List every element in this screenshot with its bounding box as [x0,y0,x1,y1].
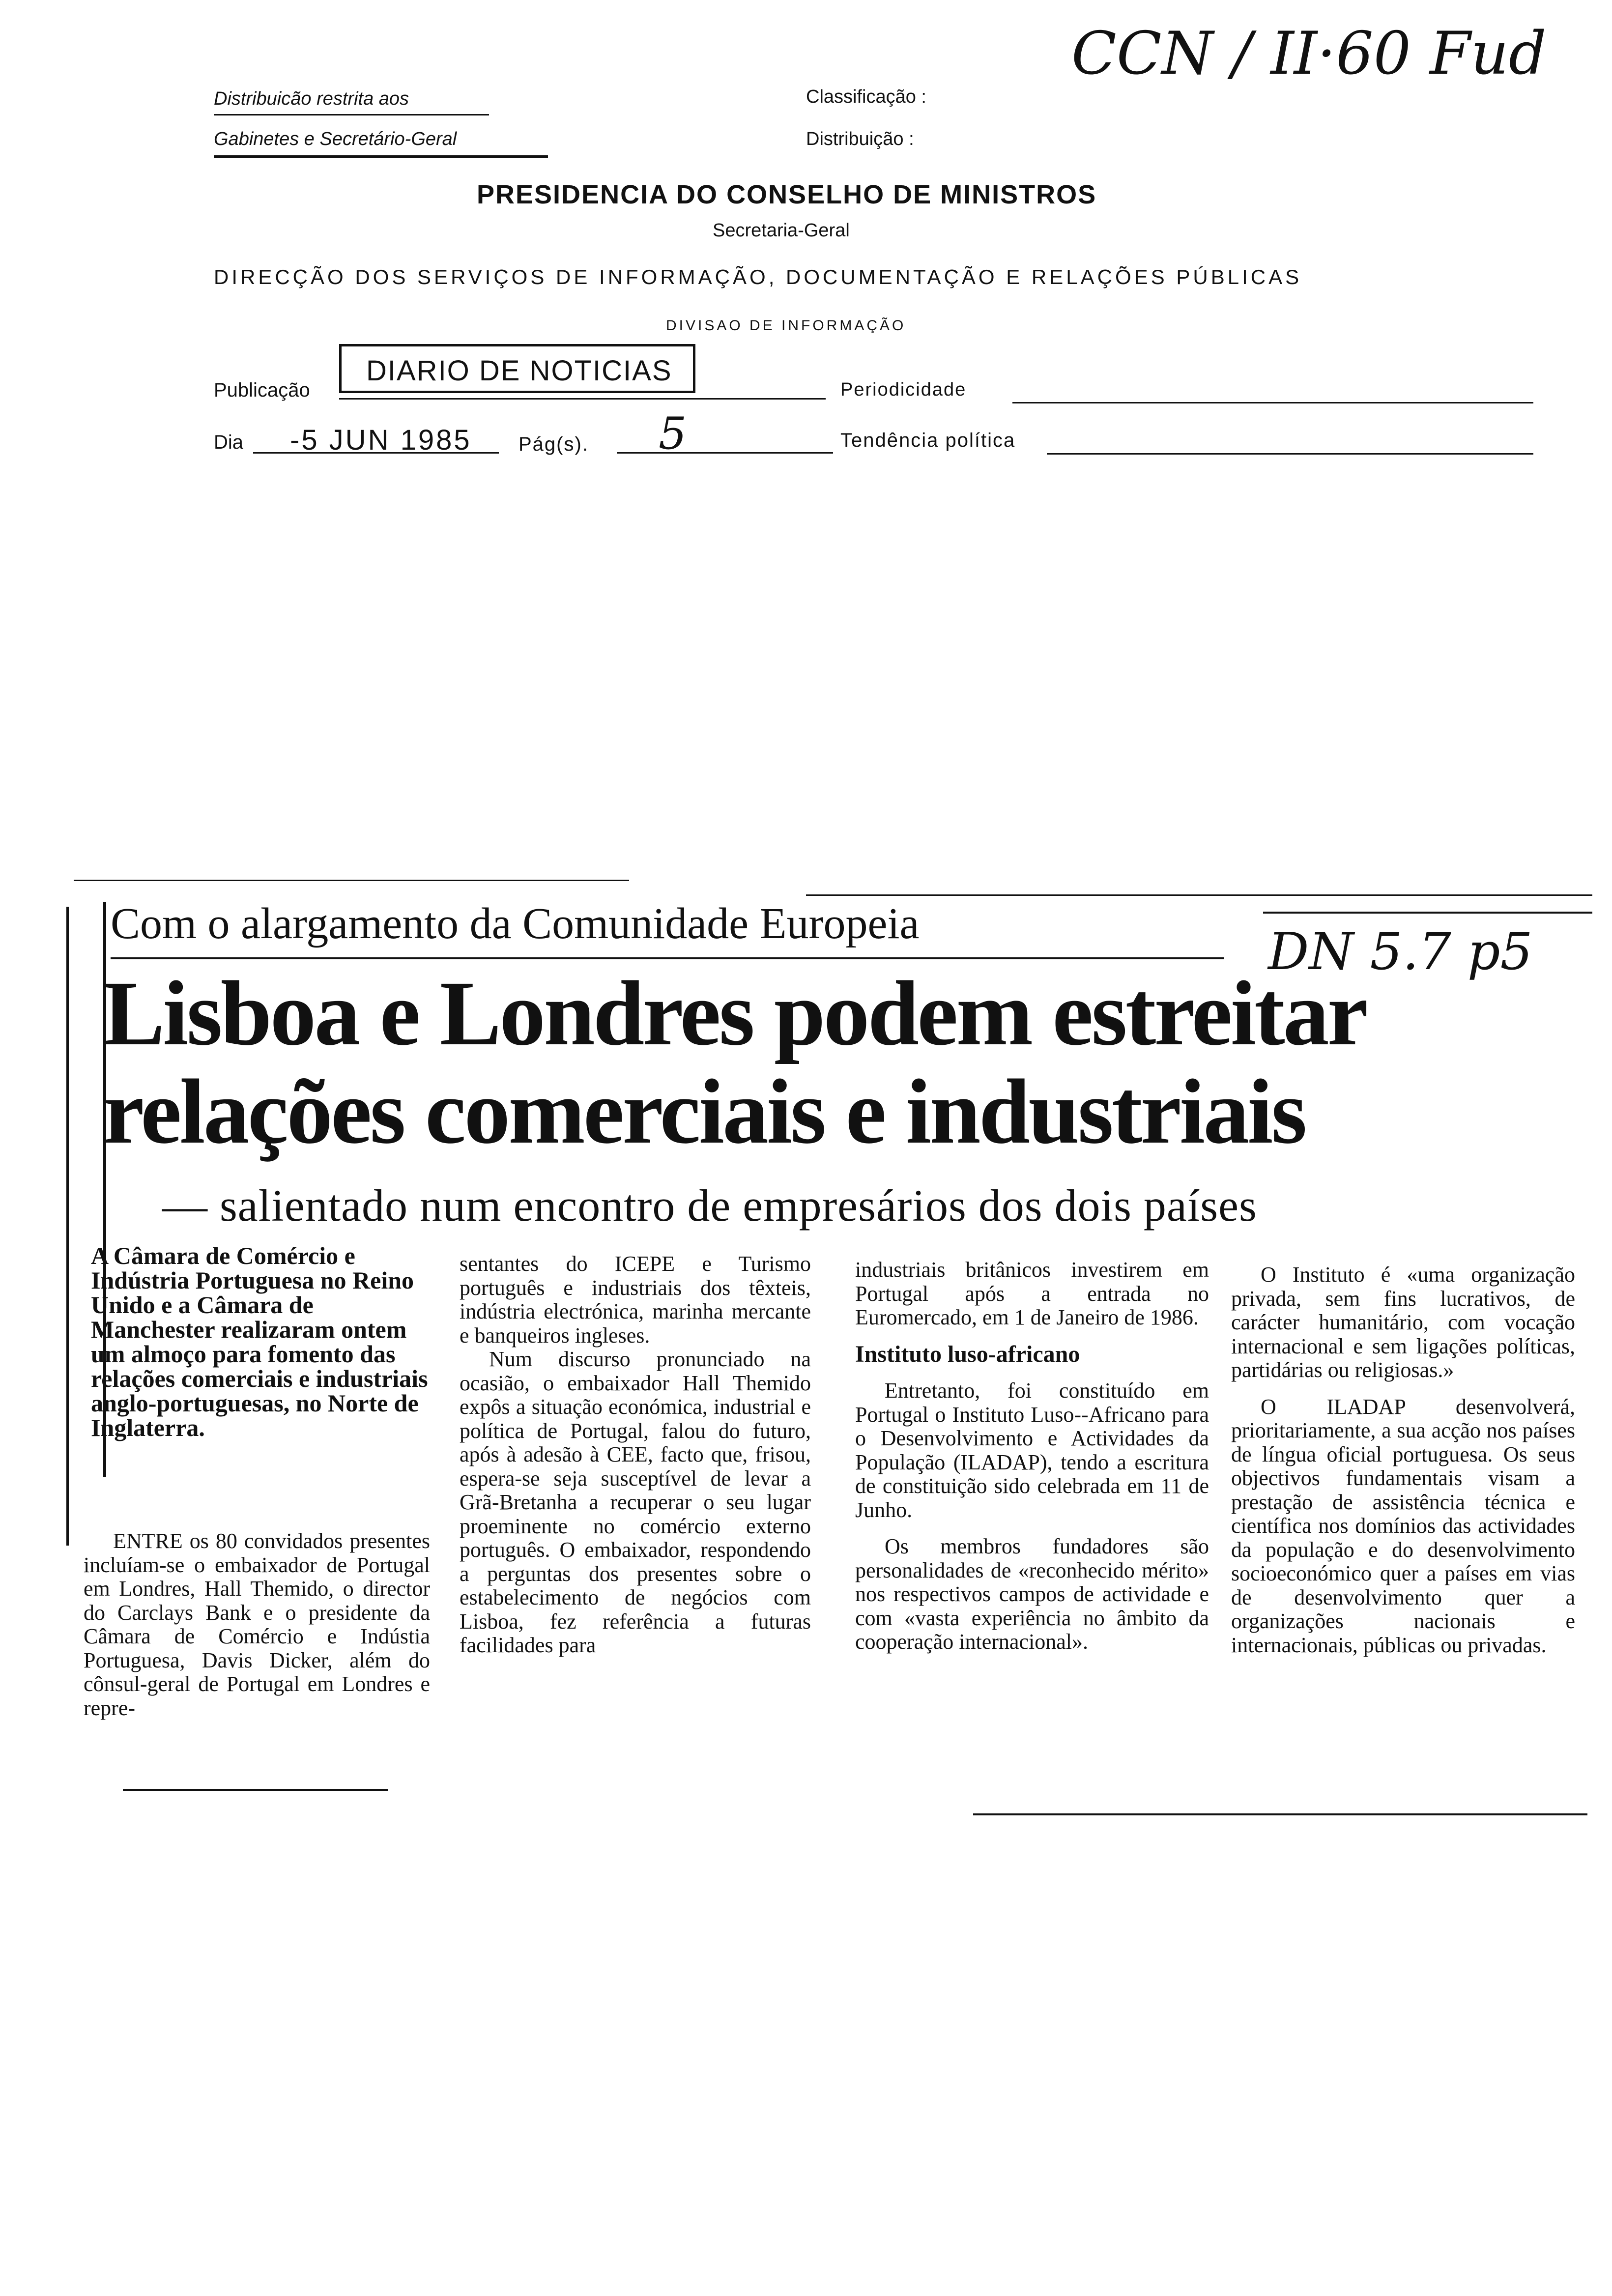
underline [1012,402,1533,403]
underline [339,398,826,400]
paragraph: Os membros fundadores são personalidades de «reconhecido mérito» nos respectivos campos de actividade e com «vasta experiência no âmbito da cooperação internacional». [855,1534,1209,1654]
paragraph: Num discurso pronunciado na ocasião, o embaixador Hall Themido expôs a situação económica, industrial e política de Portugal, falou do futuro, após à adesão à CEE, facto que, frisou, espera-se seja susceptível de levar a Grã-Bretanha a recuperar o seu lugar proeminente no comércio externo português. O embaixador, respondendo a perguntas dos presentes sobre o estabelecimento de negócios com Lisboa, fez referência a futuras facilidades para [460,1347,811,1657]
direccao-label: DIRECÇÃO DOS SERVIÇOS DE INFORMAÇÃO, DOCUMENTAÇÃO E RELAÇÕES PÚBLICAS [214,265,1302,288]
tendencia-label: Tendência política [840,430,1016,451]
dia-stamp: -5 JUN 1985 [290,424,472,456]
publicacao-label: Publicação [214,379,310,401]
article-lead: A Câmara de Comércio e Indústria Portuguesa no Reino Unido e a Câmara de Manchester realizaram ontem um almoço para fomento das relações comerciais e industriais anglo-portuguesas, no Norte de Inglaterra. [91,1242,428,1441]
secretaria-label: Secretaria-Geral [713,220,850,241]
handwritten-annotation-top: CCN / II·60 Fud [1071,20,1547,88]
paragraph: Entretanto, foi constituído em Portugal o Instituto Luso--Africano para o Desenvolvimento e Actividades da População (ILADAP), tendo a escritura de constituição sido celebrada em 11 de Junho. [855,1378,1209,1522]
divider [973,1813,1587,1815]
headline-line1: Lisboa e Londres podem estreitar [103,962,1367,1064]
article-kicker: Com o alargamento da Comunidade Europeia [111,899,920,948]
paragraph: O Instituto é «uma organização privada, sem fins lucrativos, de carácter humanitário, com vocação internacional e sem ligações políticas, partidárias ou religiosas.» [1231,1263,1575,1382]
divider [1263,912,1592,914]
divider [214,155,548,158]
handwritten-annotation-headline: DN 5.7 p5 [1268,921,1533,981]
publicacao-value: DIARIO DE NOTICIAS [366,355,672,387]
column-end-rule [123,1789,388,1791]
restricted-distribution-line1: Distribuicão restrita aos [214,88,409,109]
article-subtitle: — salientado num encontro de empresários dos dois países [162,1180,1257,1231]
article-column-3 [855,1258,1209,1654]
clipping-edge-line [66,907,69,1546]
divisao-label: DIVISAO DE INFORMAÇÃO [666,317,906,334]
paragraph: O ILADAP desenvolverá, prioritariamente, a sua acção nos países de língua oficial portuguesa. Os seus objectivos fundamentais visam a prestação de assistência técnica e científica nos domínios das actividades da população e do desenvolvimento socioeconómico quer a países em vias de desenvolvimento quer a organizações nacionais e internacionais, públicas ou privadas. [1231,1394,1575,1657]
section-subheading: Instituto luso-africano [855,1341,1080,1367]
kicker-underline [111,957,1224,959]
paragraph: industriais britânicos investirem em Portugal após a entrada no Euromercado, em 1 de Janeiro de 1986. [855,1258,1209,1329]
pags-value: 5 [659,408,687,459]
publicacao-box [339,344,695,393]
underline [1047,453,1533,455]
article-column-4 [1231,1263,1575,1657]
article-column-1 [84,1529,430,1720]
paragraph: sentantes do ICEPE e Turismo português e industriais dos têxteis, indústria electrónica, marinha mercante e banqueiros ingleses. [460,1252,811,1348]
org-title: PRESIDENCIA DO CONSELHO DE MINISTROS [477,180,1097,209]
classificacao-label: Classificação : [806,86,926,107]
distribuicao-label: Distribuição : [806,129,914,149]
underline [617,452,833,454]
pags-label: Pág(s). [518,433,589,455]
headline-line2: relações comerciais e industriais [103,1060,1305,1163]
dia-label: Dia [214,431,244,453]
periodicidade-label: Periodicidade [840,379,967,400]
article-column-2 [460,1252,811,1658]
divider [74,880,629,881]
divider [214,114,489,115]
paragraph: ENTRE os 80 convidados presentes incluíam-se o embaixador de Portugal em Londres, Hall Themido, o director do Carclays Bank e o presidente da Câmara de Comércio e Indústia Portuguesa, Davis Dicker, além do cônsul-geral de Portugal em Londres e repre- [84,1529,430,1720]
divider [806,894,1592,896]
restricted-distribution-line2: Gabinetes e Secretário-Geral [214,129,457,149]
